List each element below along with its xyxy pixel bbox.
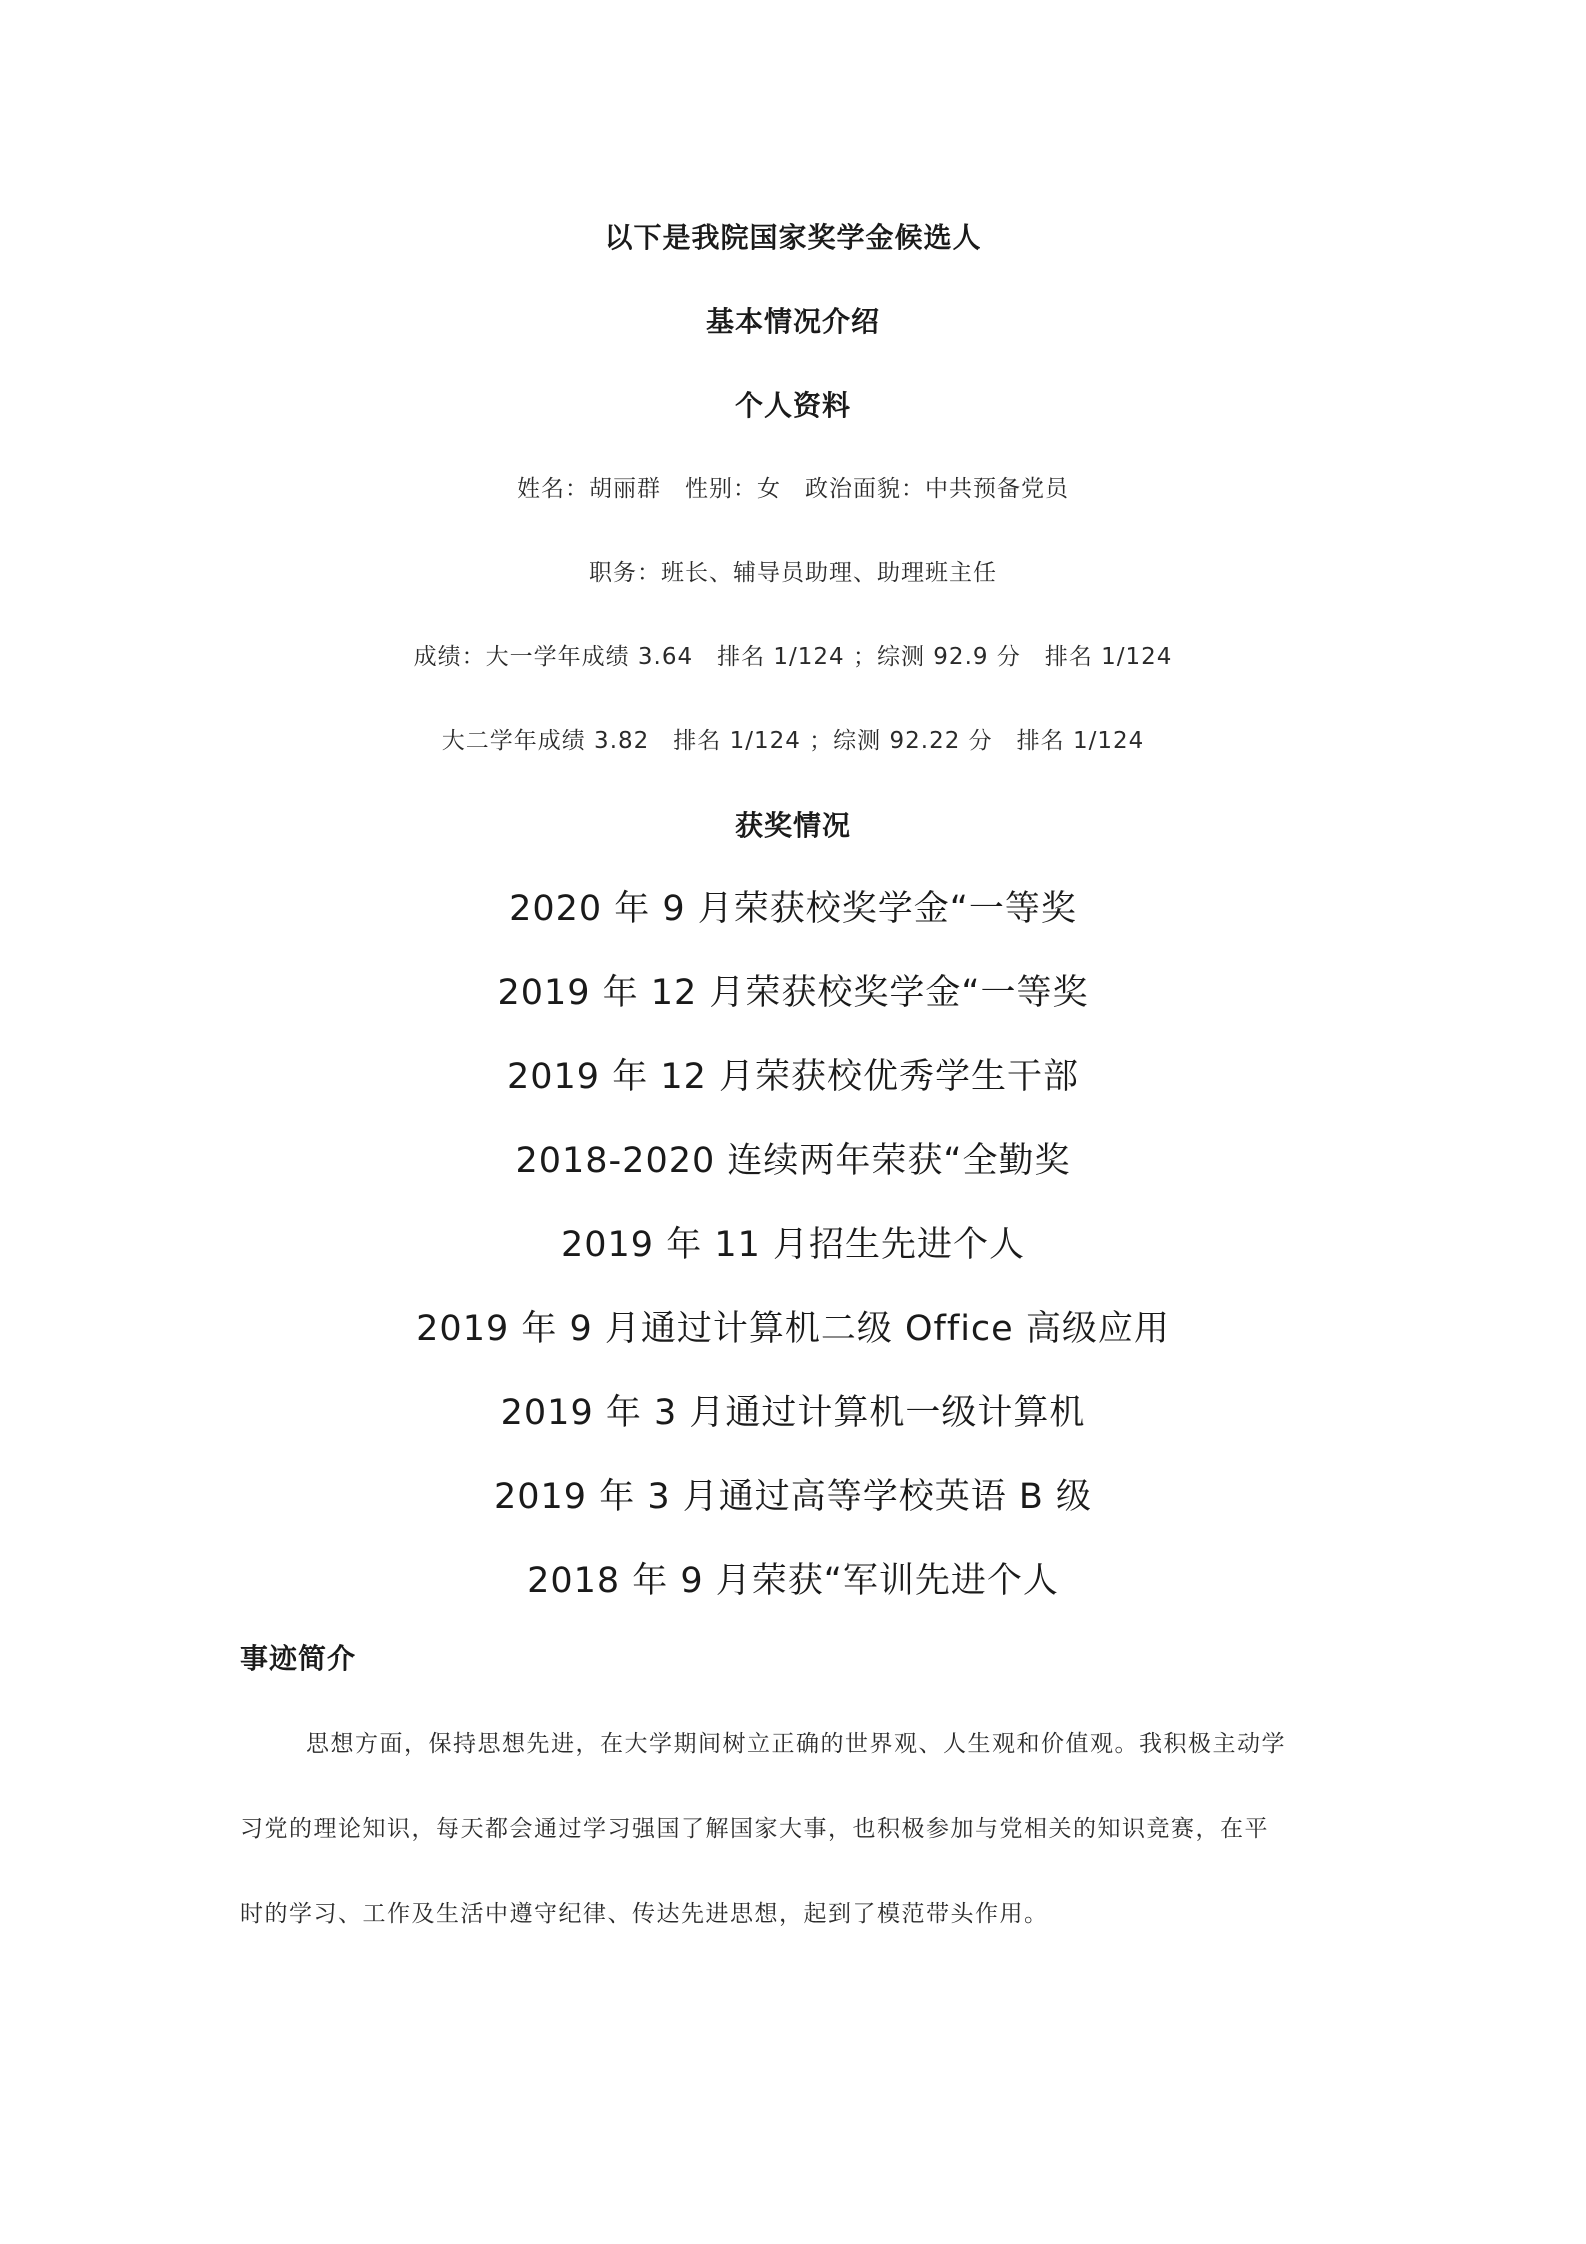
document-title: 以下是我院国家奖学金候选人 bbox=[604, 221, 982, 254]
deeds-paragraph-line: 习党的理论知识，每天都会通过学习强国了解国家大事，也积极参加与党相关的知识竞赛，在平 bbox=[240, 1816, 1269, 1842]
award-item: 2019 年 11 月招生先进个人 bbox=[561, 1225, 1025, 1265]
award-item: 2018 年 9 月荣获“军训先进个人 bbox=[527, 1561, 1059, 1601]
award-item: 2019 年 12 月荣获校优秀学生干部 bbox=[507, 1057, 1079, 1097]
info-line-basic: 姓名：胡丽群 性别：女 政治面貌：中共预备党员 bbox=[517, 476, 1069, 502]
info-line-grades-year2: 大二学年成绩 3.82 排名 1/124 ；综测 92.22 分 排名 1/124 bbox=[441, 728, 1145, 754]
award-item: 2019 年 3 月通过计算机一级计算机 bbox=[500, 1393, 1086, 1433]
info-line-grades-year1: 成绩：大一学年成绩 3.64 排名 1/124 ；综测 92.9 分 排名 1/124 bbox=[413, 644, 1173, 670]
deeds-paragraph-line: 时的学习、工作及生活中遵守纪律、传达先进思想，起到了模范带头作用。 bbox=[240, 1901, 1049, 1927]
deeds-paragraph-line: 思想方面，保持思想先进，在大学期间树立正确的世界观、人生观和价值观。我积极主动学 bbox=[306, 1731, 1286, 1757]
document-subtitle: 基本情况介绍 bbox=[705, 305, 880, 338]
award-item: 2020 年 9 月荣获校奖学金“一等奖 bbox=[509, 889, 1077, 929]
deeds-heading: 事迹简介 bbox=[240, 1642, 357, 1675]
info-line-position: 职务：班长、辅导员助理、助理班主任 bbox=[589, 560, 997, 586]
awards-heading: 获奖情况 bbox=[734, 809, 851, 842]
award-item: 2019 年 12 月荣获校奖学金“一等奖 bbox=[497, 973, 1089, 1013]
award-item: 2018-2020 连续两年荣获“全勤奖 bbox=[515, 1141, 1071, 1181]
award-item: 2019 年 3 月通过高等学校英语 B 级 bbox=[494, 1477, 1092, 1517]
award-item: 2019 年 9 月通过计算机二级 Office 高级应用 bbox=[416, 1309, 1170, 1349]
profile-heading: 个人资料 bbox=[734, 389, 851, 422]
